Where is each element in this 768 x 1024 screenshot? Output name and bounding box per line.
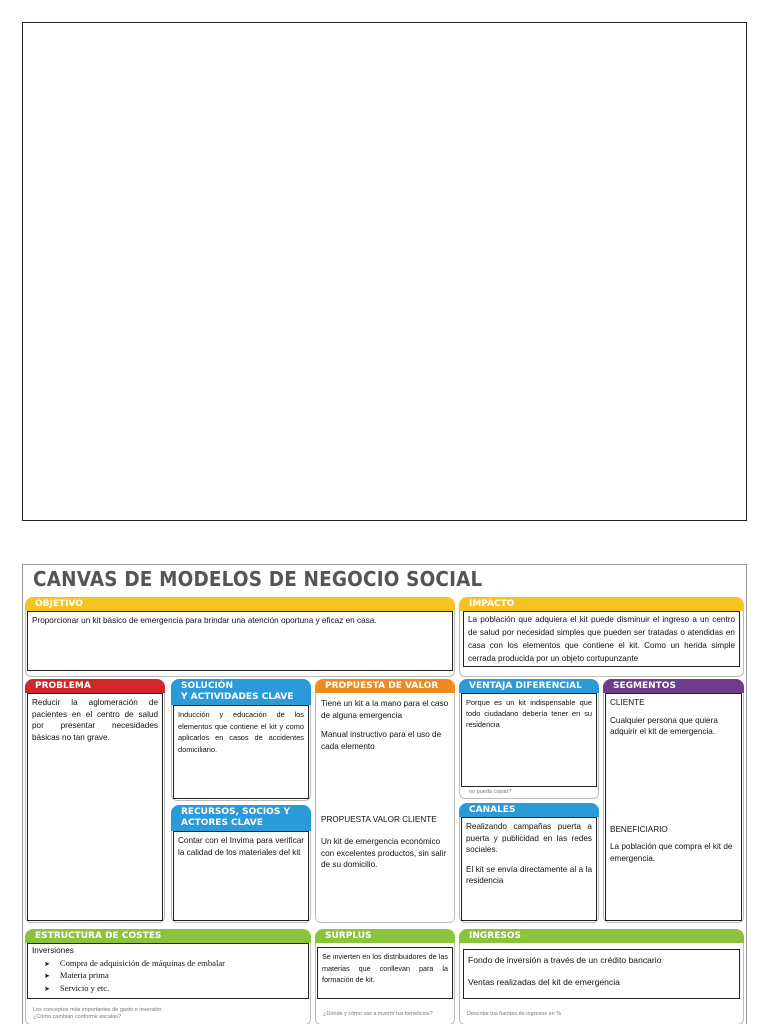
segmentos-beneficiario-text: La población que compra el kit de emergencia.: [610, 842, 733, 863]
problema-text-box: [27, 693, 163, 921]
business-model-canvas: [22, 564, 747, 1024]
impacto-header: IMPACTO: [459, 597, 744, 611]
problema-text: Reducir la aglomeración de pacientes en el centro de salud por presentar necesidades básicas no tan grave.: [32, 698, 158, 742]
ingresos-header: INGRESOS: [459, 929, 744, 943]
section-impacto: [459, 597, 744, 677]
propuesta-p3: Un kit de emergencia económico con excelentes productos, sin salir de su domicilio.: [321, 836, 447, 870]
recursos-header-line1: RECURSOS, SOCIOS Y: [181, 807, 290, 817]
solucion-header-line2: Y ACTIVIDADES CLAVE: [181, 692, 294, 702]
surplus-header: SURPLUS: [315, 929, 455, 943]
section-propuesta-valor: [315, 679, 455, 923]
ingresos-p1: Fondo de inversión a través de un crédito bancario: [468, 955, 662, 965]
section-objetivo: [25, 597, 455, 677]
surplus-hint: ¿Dónde y cómo vas a invertir tus beneficios?: [323, 1011, 433, 1017]
costes-hint-line1: Los conceptos más importantes de gasto e inversión: [33, 1007, 162, 1013]
section-segmentos: [603, 679, 744, 923]
costes-item: ➤ Compra de adquisición de máquinas de embalar: [44, 958, 304, 971]
ingresos-text-box: [463, 949, 740, 999]
propuesta-p2: Manual instructivo para el uso de cada elemento: [321, 730, 442, 751]
costes-header: ESTRUCTURA DE COSTES: [25, 929, 311, 943]
propuesta-valor-cliente-label: PROPUESTA VALOR CLIENTE: [321, 815, 437, 825]
costes-item: ➤ Materia prima: [44, 970, 304, 983]
objetivo-text-box: [27, 611, 453, 671]
section-problema: [25, 679, 165, 923]
costes-hint-line2: ¿Cómo cambian conforme escalas?: [33, 1013, 122, 1020]
propuesta-header: PROPUESTA DE VALOR: [315, 679, 455, 693]
section-solucion: [171, 679, 311, 801]
ventaja-text: Porque es un kit indispensable que todo ciudadano debería tener en su residencia: [466, 698, 592, 729]
solucion-text: Inducción y educación de los elementos que contiene el kit y como aplicarlos en casos de accidentes domiciliario.: [178, 710, 304, 754]
ventaja-header: VENTAJA DIFERENCIAL: [459, 679, 599, 693]
ventaja-hint: no pueda copiar?: [469, 789, 512, 795]
costes-item: ➤ Servicio y etc.: [44, 983, 304, 996]
canvas-title: CANVAS DE MODELOS DE NEGOCIO SOCIAL: [33, 567, 483, 591]
canales-p1: Realizando campañas puerta a puerta y publicidad en las redes sociales.: [466, 822, 592, 855]
section-recursos: [171, 805, 311, 923]
propuesta-text-box: [317, 693, 453, 921]
section-surplus: [315, 929, 455, 1024]
section-ingresos: [459, 929, 744, 1024]
ingresos-hint: Describe tus fuentes de ingresos en %: [467, 1011, 562, 1017]
ventaja-text-box: [461, 693, 597, 787]
blank-page: [22, 22, 747, 521]
solucion-header: [171, 679, 311, 705]
propuesta-p1: Tiene un kit a la mano para el caso de alguna emergencia: [321, 699, 449, 720]
objetivo-text: Proporcionar un kit básico de emergencia para brindar una atención oportuna y eficaz en casa.: [32, 616, 377, 625]
objetivo-header: OBJETIVO: [25, 597, 455, 611]
solucion-text-box: [173, 705, 309, 799]
costes-label: Inversiones: [32, 946, 74, 955]
canales-header: CANALES: [459, 803, 599, 817]
recursos-text: Contar con el Invima para verificar la calidad de los materiales del kit: [178, 836, 304, 857]
ingresos-p2: Ventas realizadas del kit de emergencia: [468, 976, 620, 987]
segmentos-beneficiario-label: BENEFICIARIO: [610, 824, 668, 834]
solucion-header-line1: SOLUCIÓN: [181, 681, 233, 691]
costes-text-box: [27, 943, 309, 999]
segmentos-cliente-text: Cualquier persona que quiera adquirir el kit de emergencia.: [610, 715, 718, 737]
segmentos-header: SEGMENTOS: [603, 679, 744, 693]
recursos-header-line2: ACTORES CLAVE: [181, 818, 263, 828]
segmentos-text-box: [605, 693, 742, 921]
section-estructura-costes: [25, 929, 311, 1024]
costes-hint: [33, 1007, 161, 1020]
surplus-text: Se invierten en los distribuidores de las materias que conllevan para la formación de kit.: [322, 952, 448, 984]
recursos-text-box: [173, 831, 309, 921]
impacto-text: La población que adquiera el kit puede disminuir el ingreso a un centro de salud por necesidad simples que pueden ser tratadas o atendidas en casa con los elementos que contiene el kit. Como un herida simple cerrada producida por un objeto cortupunzante: [468, 615, 735, 663]
costes-list: [44, 958, 304, 996]
section-canales: [459, 803, 599, 923]
canales-text-box: [461, 817, 597, 921]
section-ventaja-diferencial: [459, 679, 599, 799]
canales-p2: El kit se envía directamente al a la residencia: [466, 864, 592, 886]
recursos-header: [171, 805, 311, 831]
impacto-text-box: [463, 611, 740, 667]
segmentos-cliente-label: CLIENTE: [610, 698, 645, 707]
surplus-text-box: [317, 947, 453, 999]
problema-header: PROBLEMA: [25, 679, 165, 693]
